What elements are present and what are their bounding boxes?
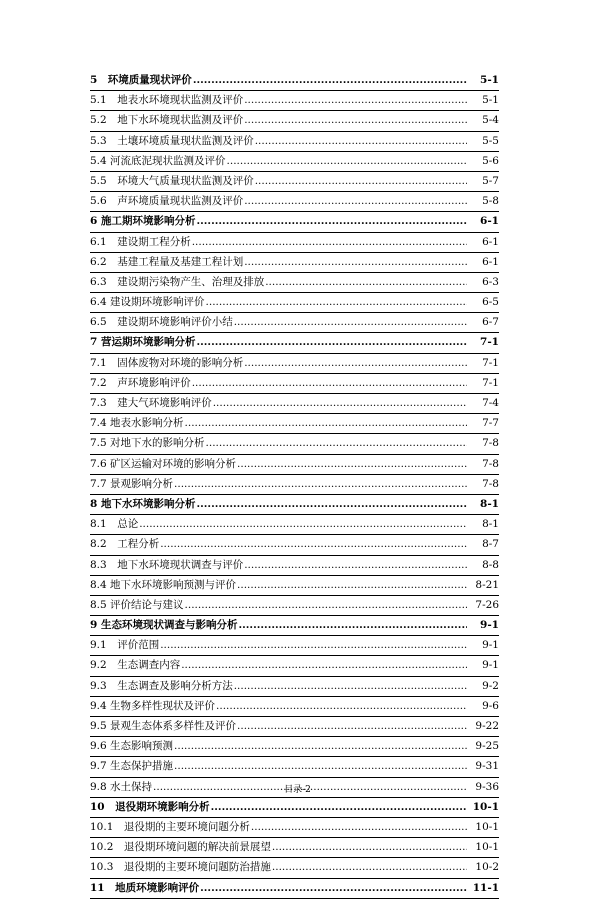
dot-leader <box>174 477 467 492</box>
toc-section-entry[interactable] <box>90 233 499 253</box>
toc-entry-label: 5.2 地下水环境现状监测及评价 <box>90 114 244 127</box>
dot-leader <box>227 154 467 169</box>
toc-entry-label: 8.1 总论 <box>90 518 139 531</box>
toc-entry-page-number: 5-6 <box>482 154 499 167</box>
toc-section-entry[interactable] <box>90 858 499 878</box>
toc-section-entry[interactable] <box>90 556 499 576</box>
dot-leader <box>255 134 467 149</box>
toc-entry-page-number: 5-7 <box>482 174 499 187</box>
toc-section-entry[interactable] <box>90 273 499 293</box>
dot-leader <box>237 719 467 734</box>
dot-leader <box>244 356 467 371</box>
toc-section-entry[interactable] <box>90 515 499 535</box>
dot-leader <box>238 618 467 633</box>
dot-leader <box>244 194 467 209</box>
dot-leader <box>160 537 467 552</box>
table-of-contents <box>90 71 499 899</box>
toc-section-entry[interactable] <box>90 737 499 757</box>
toc-entry-label: 7.7 景观影响分析 <box>90 477 174 490</box>
dot-leader <box>206 436 467 451</box>
dot-leader <box>185 416 467 431</box>
dot-leader <box>160 638 467 653</box>
dot-leader <box>213 396 467 411</box>
toc-section-entry[interactable] <box>90 394 499 414</box>
toc-section-entry[interactable] <box>90 576 499 596</box>
toc-entry-text <box>90 598 467 613</box>
toc-entry-page-number: 7-1 <box>482 376 499 389</box>
dot-leader <box>244 93 467 108</box>
toc-entry-text <box>90 759 467 774</box>
toc-entry-page-number: 10-2 <box>475 861 499 874</box>
toc-entry-text <box>90 860 467 875</box>
toc-entry-label: 10 退役期环境影响分析 <box>90 800 210 813</box>
toc-section-entry[interactable] <box>90 596 499 616</box>
toc-section-entry[interactable] <box>90 374 499 394</box>
dot-leader <box>196 335 467 350</box>
toc-section-entry[interactable] <box>90 717 499 737</box>
toc-section-entry[interactable] <box>90 293 499 313</box>
toc-section-entry[interactable] <box>90 636 499 656</box>
toc-section-entry[interactable] <box>90 818 499 838</box>
toc-entry-page-number: 9-36 <box>475 780 499 793</box>
toc-chapter-entry[interactable] <box>90 879 499 899</box>
toc-entry-page-number: 8-21 <box>475 578 499 591</box>
toc-section-entry[interactable] <box>90 313 499 333</box>
toc-entry-text <box>90 174 467 189</box>
dot-leader <box>255 174 467 189</box>
dot-leader <box>185 598 467 613</box>
toc-section-entry[interactable] <box>90 455 499 475</box>
dot-leader <box>272 860 467 875</box>
dot-leader <box>234 679 467 694</box>
toc-entry-page-number: 7-8 <box>482 437 499 450</box>
toc-entry-page-number: 8-1 <box>482 518 499 531</box>
toc-entry-label: 9.3 生态调查及影响分析方法 <box>90 679 233 692</box>
toc-entry-label: 9.5 景观生态体系多样性及评价 <box>90 720 237 732</box>
toc-entry-label: 7.5 对地下水的影响分析 <box>90 437 205 450</box>
toc-section-entry[interactable] <box>90 152 499 172</box>
toc-section-entry[interactable] <box>90 757 499 777</box>
dot-leader <box>174 759 467 774</box>
dot-leader <box>206 295 467 310</box>
toc-entry-label: 9.2 生态调查内容 <box>90 659 181 672</box>
toc-entry-page-number: 6-3 <box>482 275 499 288</box>
toc-entry-page-number: 9-1 <box>482 639 499 652</box>
toc-entry-page-number: 10-1 <box>475 820 499 833</box>
toc-entry-label: 5.3 土壤环境质量现状监测及评价 <box>90 134 254 147</box>
dot-leader <box>244 558 467 573</box>
toc-entry-text <box>90 800 467 815</box>
toc-chapter-entry[interactable] <box>90 495 499 515</box>
toc-entry-page-number: 6-7 <box>482 316 499 329</box>
toc-entry-page-number: 9-2 <box>482 679 499 692</box>
toc-entry-page-number: 10-1 <box>472 800 499 813</box>
toc-entry-text <box>90 881 467 896</box>
toc-entry-text <box>90 578 467 593</box>
toc-entry-page-number: 6-1 <box>480 215 499 228</box>
toc-entry-text <box>90 235 467 250</box>
toc-entry-label: 5.4 河流底泥现状监测及评价 <box>90 154 226 167</box>
dot-leader <box>272 840 467 855</box>
dot-leader <box>244 113 467 128</box>
dot-leader <box>211 800 467 815</box>
toc-section-entry[interactable] <box>90 192 499 212</box>
toc-entry-text <box>90 356 467 371</box>
toc-section-entry[interactable] <box>90 172 499 192</box>
dot-leader <box>234 315 467 330</box>
dot-leader <box>192 376 467 391</box>
toc-entry-page-number: 6-1 <box>482 255 499 268</box>
toc-entry-label: 9.8 水土保持 <box>90 780 153 793</box>
toc-entry-page-number: 8-7 <box>482 538 499 551</box>
toc-chapter-entry[interactable] <box>90 71 499 91</box>
toc-entry-page-number: 5-1 <box>482 94 499 107</box>
toc-entry-text <box>90 416 467 431</box>
toc-entry-page-number: 9-22 <box>475 720 499 732</box>
toc-chapter-entry[interactable] <box>90 212 499 232</box>
toc-entry-page-number: 7-1 <box>480 336 499 349</box>
dot-leader <box>181 658 467 673</box>
toc-entry-text <box>90 255 467 270</box>
toc-entry-text <box>90 275 467 290</box>
toc-entry-page-number: 7-4 <box>482 397 499 409</box>
toc-entry-label: 6.1 建设期工程分析 <box>90 235 191 248</box>
dot-leader <box>139 517 467 532</box>
toc-entry-page-number: 9-25 <box>475 740 499 753</box>
toc-entry-text <box>90 376 467 391</box>
toc-section-entry[interactable] <box>90 838 499 858</box>
toc-entry-text <box>90 194 467 209</box>
toc-entry-label: 9.4 生物多样性现状及评价 <box>90 699 216 712</box>
dot-leader <box>196 214 467 229</box>
toc-entry-page-number: 8-8 <box>482 558 499 571</box>
toc-entry-page-number: 7-1 <box>482 356 499 369</box>
toc-entry-label: 7.4 地表水影响分析 <box>90 417 184 430</box>
toc-entry-text <box>90 739 467 754</box>
toc-entry-page-number: 9-6 <box>482 699 499 712</box>
toc-section-entry[interactable] <box>90 253 499 273</box>
toc-entry-page-number: 8-1 <box>480 497 499 510</box>
toc-entry-label: 5 环境质量现状评价 <box>90 74 192 86</box>
toc-entry-label: 6 施工期环境影响分析 <box>90 215 196 228</box>
toc-entry-label: 9.1 评价范围 <box>90 639 160 652</box>
toc-entry-label: 10.3 退役期的主要环境问题防治措施 <box>90 861 271 874</box>
toc-entry-text <box>90 719 467 734</box>
toc-section-entry[interactable] <box>90 697 499 717</box>
dot-leader <box>192 235 467 250</box>
toc-entry-label: 10.2 退役期环境问题的解决前景展望 <box>90 841 271 854</box>
toc-section-entry[interactable] <box>90 656 499 676</box>
toc-chapter-entry[interactable] <box>90 798 499 818</box>
toc-section-entry[interactable] <box>90 535 499 555</box>
toc-entry-page-number: 7-7 <box>482 417 499 430</box>
toc-entry-label: 6.5 建设期环境影响评价小结 <box>90 316 233 329</box>
toc-entry-text <box>90 820 467 835</box>
toc-section-entry[interactable] <box>90 354 499 374</box>
toc-entry-label: 7.1 固体废物对环境的影响分析 <box>90 356 244 369</box>
toc-chapter-entry[interactable] <box>90 333 499 353</box>
toc-entry-label: 6.2 基建工程量及基建工程计划 <box>90 255 244 268</box>
toc-section-entry[interactable] <box>90 414 499 434</box>
toc-entry-text <box>90 457 467 472</box>
toc-entry-label: 6.3 建设期污染物产生、治理及排放 <box>90 275 265 288</box>
toc-entry-page-number: 5-4 <box>482 114 499 127</box>
toc-entry-text <box>90 335 467 350</box>
toc-entry-text <box>90 154 467 169</box>
toc-entry-label: 5.5 环境大气质量现状监测及评价 <box>90 174 254 187</box>
toc-chapter-entry[interactable] <box>90 616 499 636</box>
toc-entry-label: 11 地质环境影响评价 <box>90 881 200 894</box>
toc-entry-page-number: 9-31 <box>475 760 499 773</box>
toc-entry-page-number: 7-26 <box>475 598 499 611</box>
toc-entry-label: 8.2 工程分析 <box>90 538 160 551</box>
toc-entry-text <box>90 477 467 492</box>
toc-entry-label: 9.7 生态保护措施 <box>90 760 174 773</box>
toc-entry-label: 10.1 退役期的主要环境问题分析 <box>90 820 250 833</box>
toc-entry-page-number: 5-1 <box>480 74 499 86</box>
toc-entry-text <box>90 113 467 128</box>
toc-section-entry[interactable] <box>90 434 499 454</box>
toc-section-entry[interactable] <box>90 475 499 495</box>
dot-leader <box>237 578 467 593</box>
toc-entry-label: 9.6 生态影响预测 <box>90 740 174 753</box>
toc-entry-text <box>90 537 467 552</box>
toc-entry-page-number: 9-1 <box>482 659 499 672</box>
toc-entry-text <box>90 658 467 673</box>
toc-entry-label: 8.4 地下水环境影响预测与评价 <box>90 578 237 591</box>
toc-entry-label: 7.2 声环境影响评价 <box>90 376 191 389</box>
toc-entry-text <box>90 517 467 532</box>
toc-entry-page-number: 7-8 <box>482 477 499 490</box>
toc-section-entry[interactable] <box>90 111 499 131</box>
toc-entry-label: 5.6 声环境质量现状监测及评价 <box>90 195 244 208</box>
toc-entry-page-number: 9-1 <box>480 619 499 632</box>
page-footer: 目录-2 <box>284 785 311 795</box>
toc-entry-text <box>90 436 467 451</box>
toc-entry-text <box>90 558 467 573</box>
toc-entry-text <box>90 315 467 330</box>
toc-section-entry[interactable] <box>90 132 499 152</box>
toc-entry-label: 8.3 地下水环境现状调查与评价 <box>90 558 244 571</box>
dot-leader <box>265 275 467 290</box>
toc-entry-label: 7.3 建大气环境影响评价 <box>90 397 212 409</box>
toc-entry-label: 8.5 评价结论与建议 <box>90 598 184 611</box>
dot-leader <box>174 739 467 754</box>
dot-leader <box>237 457 467 472</box>
toc-entry-page-number: 6-5 <box>482 296 499 309</box>
toc-entry-text <box>90 93 467 108</box>
toc-entry-text <box>90 396 467 411</box>
toc-section-entry[interactable] <box>90 91 499 111</box>
dot-leader <box>244 255 467 270</box>
toc-entry-label: 9 生态环境现状调查与影响分析 <box>90 619 238 632</box>
toc-entry-text <box>90 679 467 694</box>
toc-entry-label: 8 地下水环境影响分析 <box>90 497 196 510</box>
dot-leader <box>216 699 467 714</box>
toc-entry-page-number: 7-8 <box>482 457 499 470</box>
toc-entry-page-number: 11-1 <box>472 881 499 894</box>
toc-entry-text <box>90 73 467 88</box>
toc-entry-page-number: 6-1 <box>482 235 499 248</box>
toc-entry-label: 7.6 矿区运输对环境的影响分析 <box>90 457 237 470</box>
dot-leader <box>193 73 467 88</box>
toc-entry-text <box>90 214 467 229</box>
toc-entry-page-number: 5-5 <box>482 134 499 147</box>
toc-entry-text <box>90 638 467 653</box>
toc-entry-label: 5.1 地表水环境现状监测及评价 <box>90 94 244 107</box>
toc-entry-text <box>90 840 467 855</box>
toc-entry-page-number: 5-8 <box>482 195 499 208</box>
toc-entry-label: 7 营运期环境影响分析 <box>90 336 196 349</box>
dot-leader <box>196 497 467 512</box>
toc-entry-text <box>90 134 467 149</box>
toc-entry-text <box>90 295 467 310</box>
toc-entry-text <box>90 699 467 714</box>
toc-entry-label: 6.4 建设期环境影响评价 <box>90 296 205 309</box>
dot-leader <box>200 881 467 896</box>
toc-entry-text <box>90 497 467 512</box>
toc-entry-page-number: 10-1 <box>475 841 499 854</box>
toc-section-entry[interactable] <box>90 677 499 697</box>
dot-leader <box>251 820 467 835</box>
toc-entry-text <box>90 618 467 633</box>
